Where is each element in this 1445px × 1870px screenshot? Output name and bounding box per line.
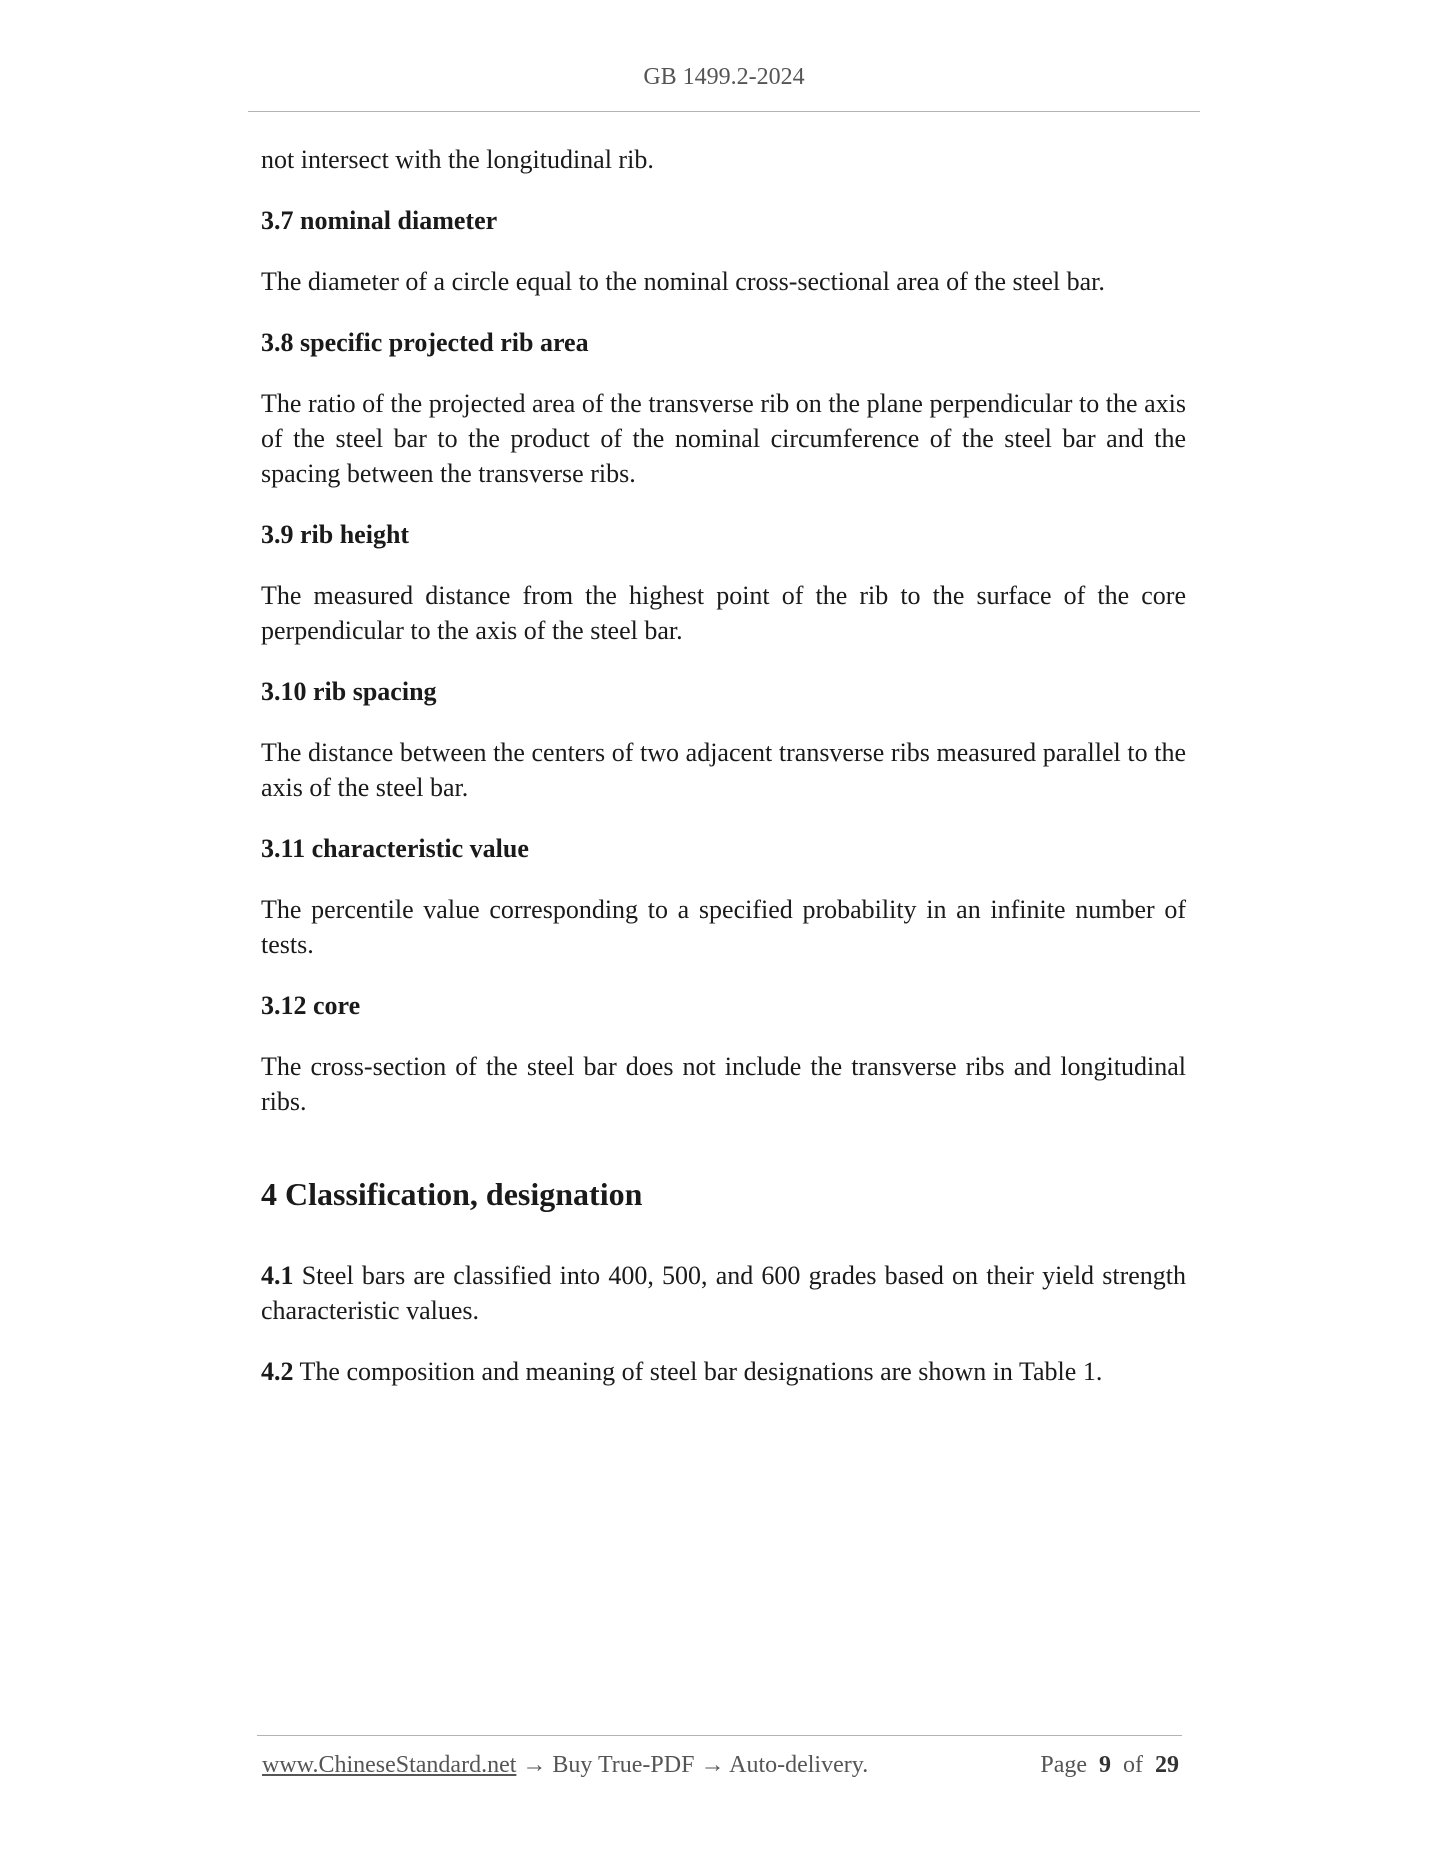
footer-promo: [262, 1752, 868, 1779]
current-page-number: 9: [1099, 1752, 1111, 1778]
term-definition-3-11: The percentile value corresponding to a specified probability in an infinite number of tests.: [261, 895, 1186, 959]
term-definition-3-10: The distance between the centers of two adjacent transverse ribs measured parallel to the axis of the steel bar.: [261, 738, 1186, 802]
total-pages-number: 29: [1155, 1752, 1179, 1778]
term-definition-3-9: The measured distance from the highest point of the rib to the surface of the core perpendicular to the axis of the steel bar.: [261, 581, 1186, 645]
continued-paragraph: not intersect with the longitudinal rib.: [261, 145, 654, 174]
promo-text: → Buy True-PDF → Auto-delivery.: [522, 1752, 869, 1778]
term-heading-3-11: 3.11 characteristic value: [261, 834, 529, 863]
clause-text: The composition and meaning of steel bar designations are shown in Table 1.: [299, 1357, 1103, 1386]
term-heading-3-7: 3.7 nominal diameter: [261, 206, 498, 235]
term-heading-3-8: 3.8 specific projected rib area: [261, 328, 589, 357]
clause-text: Steel bars are classified into 400, 500, and 600 grades based on their yield strength characteristic values.: [261, 1261, 1187, 1325]
clause-number: 4.2: [261, 1357, 294, 1386]
of-label: of: [1123, 1752, 1143, 1778]
header-divider: [248, 111, 1200, 112]
page-label: Page: [1040, 1752, 1087, 1778]
term-definition-3-8: The ratio of the projected area of the transverse rib on the plane perpendicular to the axis of the steel bar to the product of the nominal circumference of the steel bar and the spacing between the transverse ribs.: [261, 389, 1186, 488]
running-header: GB 1499.2-2024: [643, 64, 805, 90]
footer-divider: [257, 1735, 1182, 1736]
term-definition-3-12: The cross-section of the steel bar does not include the transverse ribs and longitudinal ribs.: [261, 1052, 1186, 1116]
term-heading-3-9: 3.9 rib height: [261, 520, 410, 549]
website-link[interactable]: www.ChineseStandard.net: [262, 1752, 517, 1778]
term-definition-3-7: The diameter of a circle equal to the nominal cross-sectional area of the steel bar.: [261, 267, 1105, 296]
chapter-heading: 4 Classification, designation: [261, 1176, 643, 1212]
clause-4-2: [261, 1354, 1186, 1389]
clause-number: 4.1: [261, 1261, 294, 1290]
term-heading-3-10: 3.10 rib spacing: [261, 677, 437, 706]
page-body: [261, 142, 1186, 1389]
clause-4-1: [261, 1258, 1186, 1328]
page-counter: [1040, 1752, 1179, 1779]
term-heading-3-12: 3.12 core: [261, 991, 361, 1020]
